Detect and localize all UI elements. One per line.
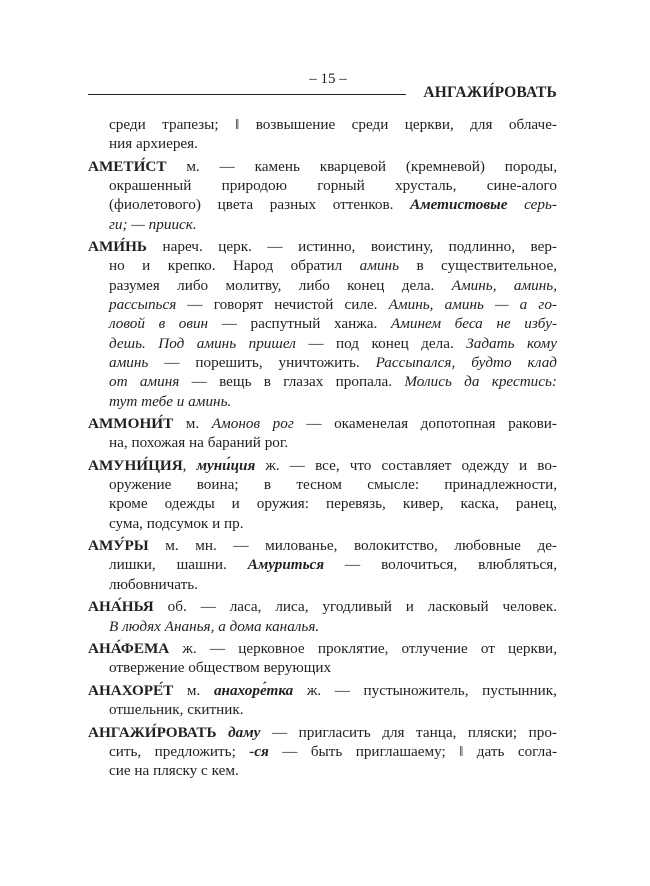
- definition-text: об. — ласа, лиса, угодливый и ласковый человек.: [153, 598, 557, 616]
- entry-line: [88, 256, 557, 275]
- definition-text: но и крепко. Народ обратил: [109, 257, 360, 275]
- headword: АНГАЖИ́РОВАТЬ: [88, 723, 217, 741]
- header-rule: [88, 94, 406, 95]
- dictionary-entry: [88, 157, 557, 234]
- example-text: ловой в овин: [109, 315, 209, 333]
- definition-text: [217, 724, 229, 741]
- headword: АМУ́РЫ: [88, 537, 149, 555]
- definition-text: кроме одежды и оружия: перевязь, кивер, каска, ранец,: [109, 495, 557, 513]
- definition-text: отшельник, скитник.: [109, 701, 244, 719]
- definition-text: — волочиться, влюбляться,: [324, 556, 557, 574]
- definition-text: окрашенный природою горный хрусталь, сине-алого: [109, 177, 557, 195]
- entry-line: [88, 295, 557, 314]
- definition-text: любовничать.: [109, 575, 199, 593]
- headword: АММОНИ́Т: [88, 415, 174, 433]
- headword: АМИ́НЬ: [88, 238, 147, 256]
- definition-text: ж. — все, что составляет одежду и во-: [255, 456, 558, 474]
- entry-line: [88, 475, 557, 494]
- dictionary-entry: [88, 681, 557, 720]
- entry-line: [88, 617, 557, 636]
- example-text: Амонов рог: [211, 415, 294, 433]
- dictionary-body: [88, 115, 557, 784]
- definition-text: — под конец дела.: [295, 334, 467, 352]
- definition-text: м.: [173, 415, 212, 433]
- entry-line: [88, 723, 557, 742]
- example-text: рассыпься: [109, 296, 177, 314]
- definition-text: на, похожая на бараний рог.: [109, 434, 289, 452]
- entry-line: [88, 334, 557, 353]
- example-text: Задать кому: [466, 334, 557, 352]
- headword: АМУНИ́ЦИЯ: [88, 456, 183, 474]
- entry-line: [88, 372, 557, 391]
- example-text: Молись да крестись:: [404, 373, 557, 391]
- definition-text: — вещь в глазах пропала.: [179, 373, 405, 391]
- entry-line: [88, 134, 557, 153]
- example-text: серь-: [507, 196, 557, 214]
- entry-line: [88, 115, 557, 134]
- entry-line: [88, 575, 557, 594]
- headword: АМЕТИ́СТ: [88, 157, 167, 175]
- entry-line: [88, 514, 557, 533]
- dictionary-entry: [88, 536, 557, 594]
- running-head: АНГАЖИ́РОВАТЬ: [423, 84, 557, 101]
- definition-text: нареч. церк. — истинно, воистину, подлинно, вер-: [146, 238, 557, 256]
- example-text: В людях Ананья, а дома каналья.: [109, 617, 320, 635]
- definition-text: ния архиерея.: [109, 135, 198, 153]
- definition-text: оружение воина; в тесном смысле: принадлежности,: [109, 476, 557, 494]
- entry-line: [88, 494, 557, 513]
- example-text: муни́ция: [196, 456, 256, 474]
- entry-line: [88, 456, 557, 475]
- entry-line: [88, 392, 557, 411]
- definition-text: отвержение обществом верующих: [109, 659, 332, 677]
- example-text: тут тебе и аминь.: [109, 392, 232, 410]
- example-text: анахоре́тка: [213, 681, 294, 699]
- entry-line: [88, 639, 557, 658]
- definition-text: — окаменелая допотопная ракови-: [293, 415, 557, 433]
- example-text: Аминем беса не избу-: [390, 315, 558, 333]
- definition-text: м. — камень кварцевой (кремневой) породы,: [166, 157, 557, 175]
- definition-text: сума, подсумок и пр.: [109, 514, 244, 532]
- page-number: – 15 –: [309, 71, 347, 87]
- example-text: аминь: [359, 257, 399, 275]
- dictionary-entry: [88, 237, 557, 411]
- entry-line: [88, 276, 557, 295]
- definition-text: — быть приглашаему; ‖ дать согла-: [268, 742, 558, 760]
- example-text: от аминя: [109, 373, 180, 391]
- example-text: дешь. Под аминь пришел: [109, 334, 296, 352]
- entry-line: [88, 353, 557, 372]
- definition-text: (фиолетового) цвета разных оттенков.: [109, 196, 411, 214]
- example-text: Аминь, аминь,: [451, 276, 558, 294]
- example-text: Аметистовые: [410, 196, 508, 214]
- headword: АНАХОРЕ́Т: [88, 681, 174, 699]
- entry-line: [88, 761, 557, 780]
- definition-text: — говорят нечистой силе.: [176, 296, 389, 314]
- entry-line: [88, 658, 557, 677]
- entry-line: [88, 597, 557, 616]
- dictionary-entry: [88, 597, 557, 636]
- entry-line: [88, 433, 557, 452]
- entry-continuation: [88, 115, 557, 154]
- dictionary-entry: [88, 414, 557, 453]
- entry-line: [88, 742, 557, 761]
- definition-text: лишки, шашни.: [109, 556, 248, 574]
- definition-text: — порешить, уничтожить.: [148, 353, 376, 371]
- dictionary-entry: [88, 639, 557, 678]
- definition-text: — распутный ханжа.: [208, 315, 391, 333]
- headword: АНА́ФЕМА: [88, 640, 170, 658]
- entry-line: [88, 555, 557, 574]
- dictionary-entry: [88, 456, 557, 533]
- example-text: Амуриться: [247, 556, 325, 574]
- entry-line: [88, 176, 557, 195]
- definition-text: среди трапезы; ‖ возвышение среди церкви, для облаче-: [109, 116, 557, 133]
- definition-text: м.: [173, 681, 214, 699]
- entry-line: [88, 536, 557, 555]
- entry-line: [88, 700, 557, 719]
- entry-line: [88, 414, 557, 433]
- example-text: даму: [228, 723, 261, 741]
- definition-text: сие на пляску с кем.: [109, 762, 239, 780]
- entry-line: [88, 195, 557, 214]
- definition-text: ж. — церковное проклятие, отлучение от церкви,: [169, 640, 557, 658]
- entry-line: [88, 215, 557, 234]
- entry-line: [88, 314, 557, 333]
- definition-text: ж. — пустыножитель, пустынник,: [293, 681, 557, 699]
- definition-text: ,: [182, 456, 197, 474]
- dictionary-entry: [88, 723, 557, 781]
- example-text: ги; — прииск.: [109, 215, 197, 233]
- entry-line: [88, 681, 557, 700]
- definition-text: сить, предложить;: [109, 742, 250, 760]
- example-text: аминь: [109, 353, 149, 371]
- entry-line: [88, 237, 557, 256]
- headword: АНА́НЬЯ: [88, 598, 154, 616]
- example-text: Аминь, аминь — а го-: [388, 296, 557, 314]
- definition-text: м. мн. — милованье, волокитство, любовные де-: [148, 537, 557, 555]
- definition-text: в существительное,: [399, 257, 557, 275]
- definition-text: разумея либо молитву, либо конец дела.: [109, 276, 452, 294]
- definition-text: — пригласить для танца, пляски; про-: [260, 723, 557, 741]
- example-text: Рассыпался, будто клад: [375, 353, 557, 371]
- entry-line: [88, 157, 557, 176]
- example-text: -ся: [249, 742, 269, 760]
